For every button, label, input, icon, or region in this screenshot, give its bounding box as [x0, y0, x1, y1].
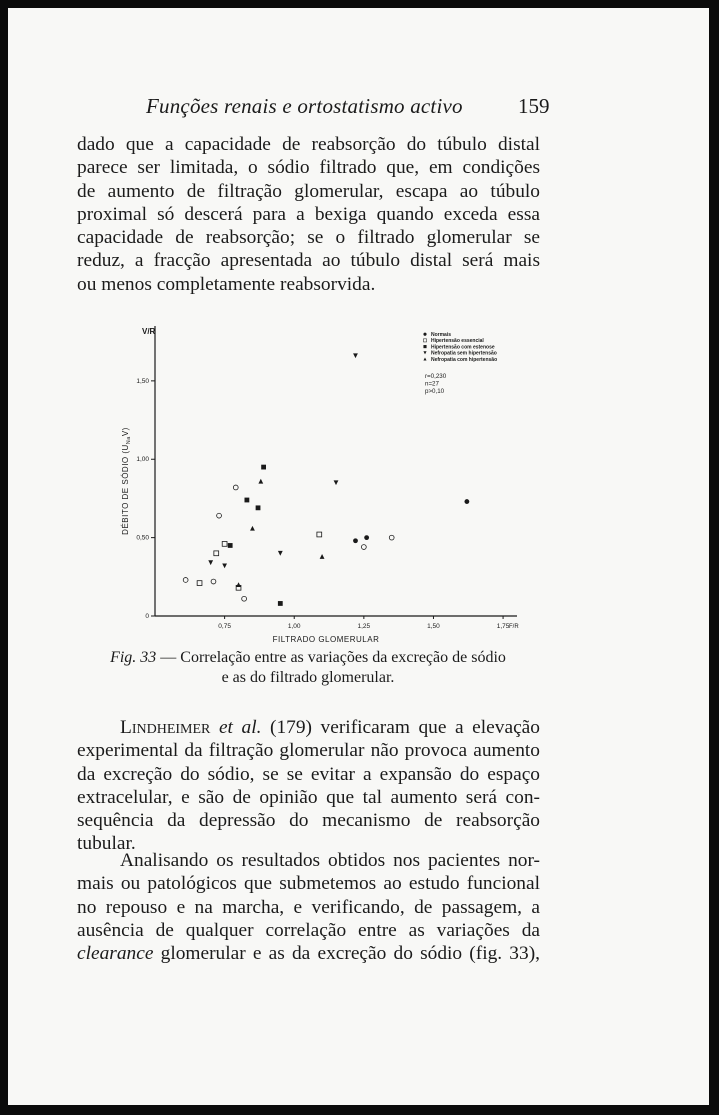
figure-33 [92, 316, 532, 646]
legend-marker-triangle-up [423, 357, 426, 360]
y-tick-label: 0 [145, 613, 149, 620]
paragraph-3 [77, 849, 540, 965]
page-number: 159 [518, 94, 550, 118]
author-name: Lindheimer [120, 717, 211, 738]
data-point-circle-open [211, 579, 216, 584]
x-axis-label: FILTRADO GLOMERULAR [272, 635, 380, 644]
data-point-circle-open [361, 545, 366, 550]
data-point-square-open [214, 551, 219, 556]
book-page [8, 8, 709, 1105]
data-point-circle-open [233, 485, 238, 490]
data-point-circle-filled [464, 499, 469, 504]
data-point-circle-filled [364, 535, 369, 540]
figure-caption [78, 648, 538, 688]
legend-label: Nefropatia sem hipertensão [431, 350, 497, 357]
data-point-square-filled [244, 498, 249, 503]
caption-text-2: e as do filtrado glomerular. [221, 669, 395, 686]
italic-term: clearance [77, 943, 154, 965]
data-point-triangle-up [236, 582, 241, 587]
caption-text-1: — Correlação entre as variações da excreção de sódio [156, 649, 506, 666]
legend-label: Normais [431, 332, 452, 338]
data-point-triangle-down [334, 480, 339, 485]
data-point-square-filled [256, 505, 261, 510]
data-point-circle-filled [353, 538, 358, 543]
x-corner-label: F/R [509, 624, 519, 630]
data-point-square-open [317, 532, 322, 537]
paragraph-line: mais ou patológicos que submetemos ao estudo funcional [77, 873, 540, 895]
legend-label: Nefropatia com hipertensão [431, 356, 498, 363]
paragraph-line-rest: glomerular e as da excreção do sódio (fig. 33), [153, 943, 540, 965]
data-point-square-filled [228, 543, 233, 548]
data-point-square-open [222, 541, 227, 546]
y-axis-label: DÉBITO DE SÓDIO $(U_{Na}V)$ [121, 427, 132, 535]
data-point-triangle-down [353, 353, 358, 358]
x-tick-label: 0,75 [218, 623, 231, 630]
paragraph-line [77, 942, 540, 965]
legend-marker-square-open [423, 339, 426, 342]
y-tick-label: 1,50 [136, 377, 149, 385]
legend-label: Hipertensão com estenose [431, 344, 495, 351]
data-point-triangle-up [250, 526, 255, 531]
paragraph-line: experimental da filtração glomerular não provoca aumento [77, 740, 540, 762]
data-point-triangle-up [320, 554, 325, 559]
paragraph-line: tubular. [77, 833, 136, 855]
paragraph-line: parece ser limitada, o sódio filtrado que, em condições [77, 157, 540, 179]
data-point-square-open [197, 581, 202, 586]
paragraph-1 [77, 133, 540, 296]
et-al: et al. [218, 717, 262, 738]
y-tick-label: 1,00 [136, 456, 149, 464]
paragraph-line: sequência da depressão do mecanismo de reabsorção [77, 810, 540, 832]
paragraph-line: ausência de qualquer correlação entre as variações da [77, 919, 540, 941]
paragraph-line: capacidade de reabsorção; se o filtrado glomerular se [77, 227, 540, 249]
paragraph-line: proximal só descerá para a bexiga quando exceda essa [77, 203, 540, 225]
data-point-circle-open [389, 535, 394, 540]
data-point-circle-open [217, 513, 222, 518]
paragraph-line: ou menos completamente reabsorvida. [77, 273, 376, 295]
x-tick-label: 1,50 [427, 623, 440, 630]
stat-label: p>0,10 [425, 388, 445, 395]
paragraph-line [77, 716, 540, 739]
legend-marker-circle-filled [423, 333, 426, 336]
data-point-square-filled [278, 601, 283, 606]
legend-marker-square-filled [423, 345, 426, 348]
y-tick-label: 0,50 [136, 534, 149, 542]
data-point-triangle-up [258, 479, 263, 484]
data-point-triangle-down [278, 551, 283, 556]
data-point-circle-open [183, 578, 188, 583]
paragraph-line: no repouso e na marcha, e verificando, de passagem, a [77, 896, 540, 918]
stat-label: n=27 [425, 380, 439, 388]
paragraph-line-rest: (179) verificaram que a elevação [261, 717, 540, 738]
x-tick-label: 1,25 [357, 623, 371, 630]
x-tick-label: 1,75 [496, 623, 510, 630]
y-corner-label: V/R [142, 327, 156, 336]
legend-marker-triangle-down [423, 351, 426, 354]
legend-label: Hipertensão essencial [431, 338, 484, 345]
paragraph-line: da excreção do sódio, se se evitar a expansão do espaço [77, 763, 540, 785]
data-point-triangle-down [208, 560, 213, 565]
stat-label: r=0,230 [425, 373, 447, 380]
paragraph-line: extracelular, e são de opinião que tal aumento será con- [77, 786, 540, 808]
running-title: Funções renais e ortostatismo activo [146, 94, 463, 118]
caption-label: Fig. 33 [110, 649, 157, 666]
paragraph-line: reduz, a fracção apresentada ao túbulo distal será mais [77, 250, 540, 272]
paragraph-line: dado que a capacidade de reabsorção do túbulo distal [77, 134, 540, 155]
scatter-chart [92, 316, 532, 646]
paragraph-line: Analisando os resultados obtidos nos pacientes nor- [120, 850, 540, 871]
paragraph-line: de aumento de filtração glomerular, escapa ao túbulo [77, 180, 540, 202]
data-point-triangle-down [222, 563, 227, 568]
x-tick-label: 1,00 [287, 623, 301, 630]
paragraph-2 [77, 716, 540, 856]
page-header [8, 94, 709, 122]
data-point-square-filled [261, 465, 266, 470]
data-point-circle-open [242, 596, 247, 601]
